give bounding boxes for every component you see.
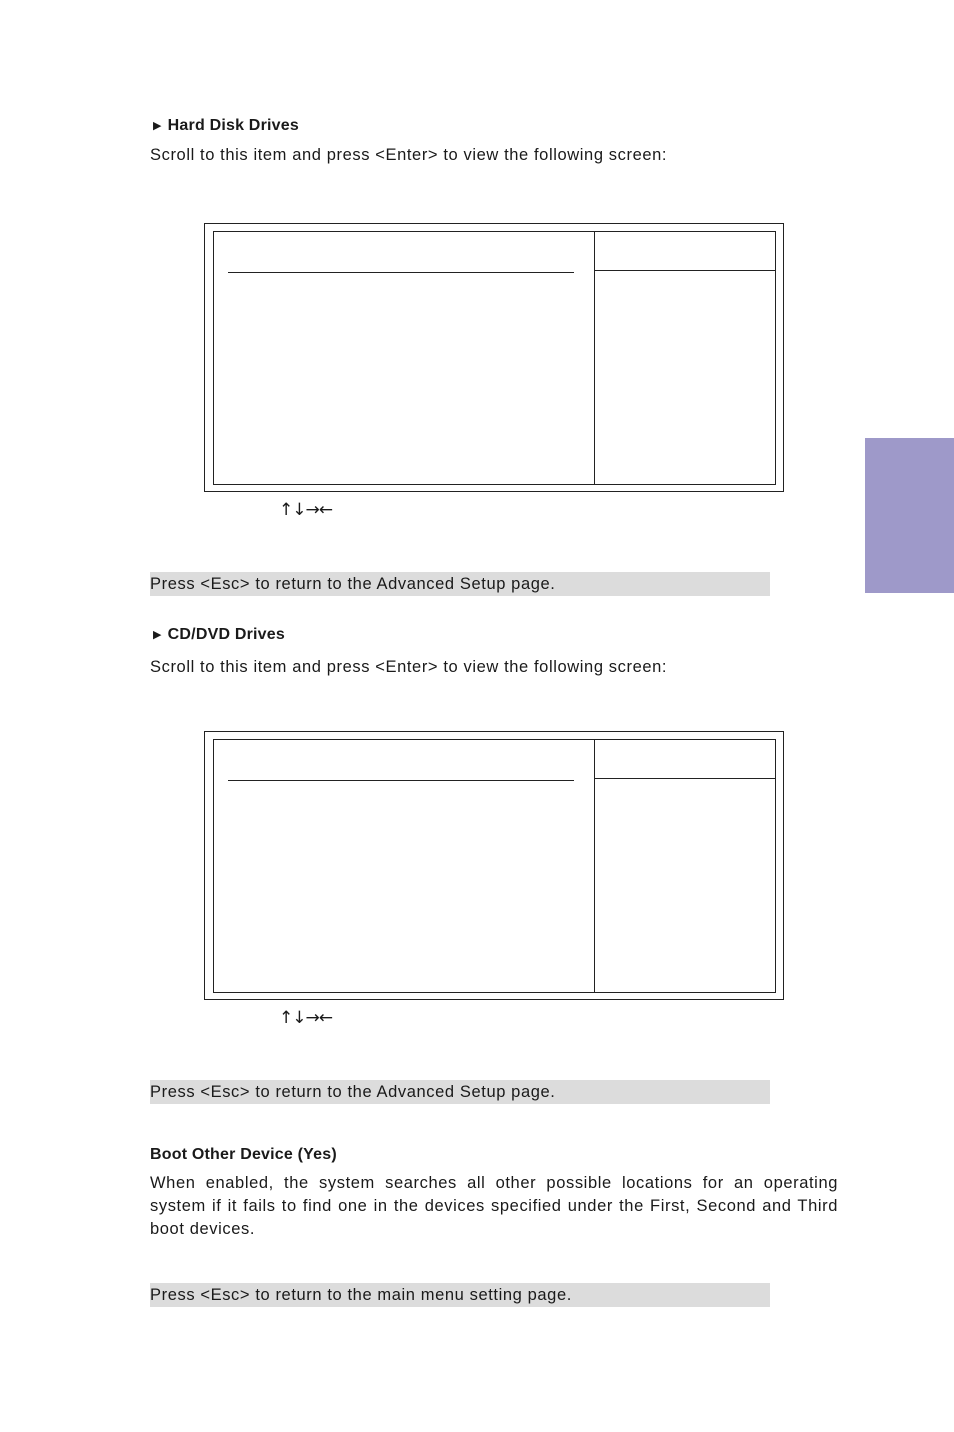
boot-other-device-heading: Boot Other Device (Yes) [150,1146,337,1163]
bios-screen-frame [213,231,776,485]
cd-dvd-drives-heading [153,626,285,644]
hdd-navigation-keys: ↑↓→← [279,500,332,520]
heading-text: Hard Disk Drives [167,117,299,134]
chapter-side-tab [865,438,954,593]
bios-help-header-line [594,270,775,271]
boot-other-esc-note: Press <Esc> to return to the main menu setting page. [150,1283,770,1307]
bios-title-underline [228,272,574,273]
cddvd-esc-note: Press <Esc> to return to the Advanced Setup page. [150,1080,770,1104]
hdd-intro-text: Scroll to this item and press <Enter> to view the following screen: [150,146,668,164]
bios-help-header-line [594,778,775,779]
bios-screen-frame [213,739,776,993]
cddvd-navigation-keys: ↑↓→← [279,1008,332,1028]
cddvd-intro-text: Scroll to this item and press <Enter> to view the following screen: [150,658,668,676]
triangle-right-icon: ▶ [153,120,162,132]
triangle-right-icon: ▶ [153,629,162,641]
bios-title-underline [228,780,574,781]
heading-text: CD/DVD Drives [167,626,285,643]
hdd-bios-screen [204,223,784,492]
hdd-esc-note: Press <Esc> to return to the Advanced Setup page. [150,572,770,596]
boot-other-device-description: When enabled, the system searches all other possible locations for an operating system if it fails to find one in the devices specified under the First, Second and Third boot devices. [150,1174,838,1238]
hard-disk-drives-heading [153,117,299,135]
cddvd-bios-screen [204,731,784,1000]
